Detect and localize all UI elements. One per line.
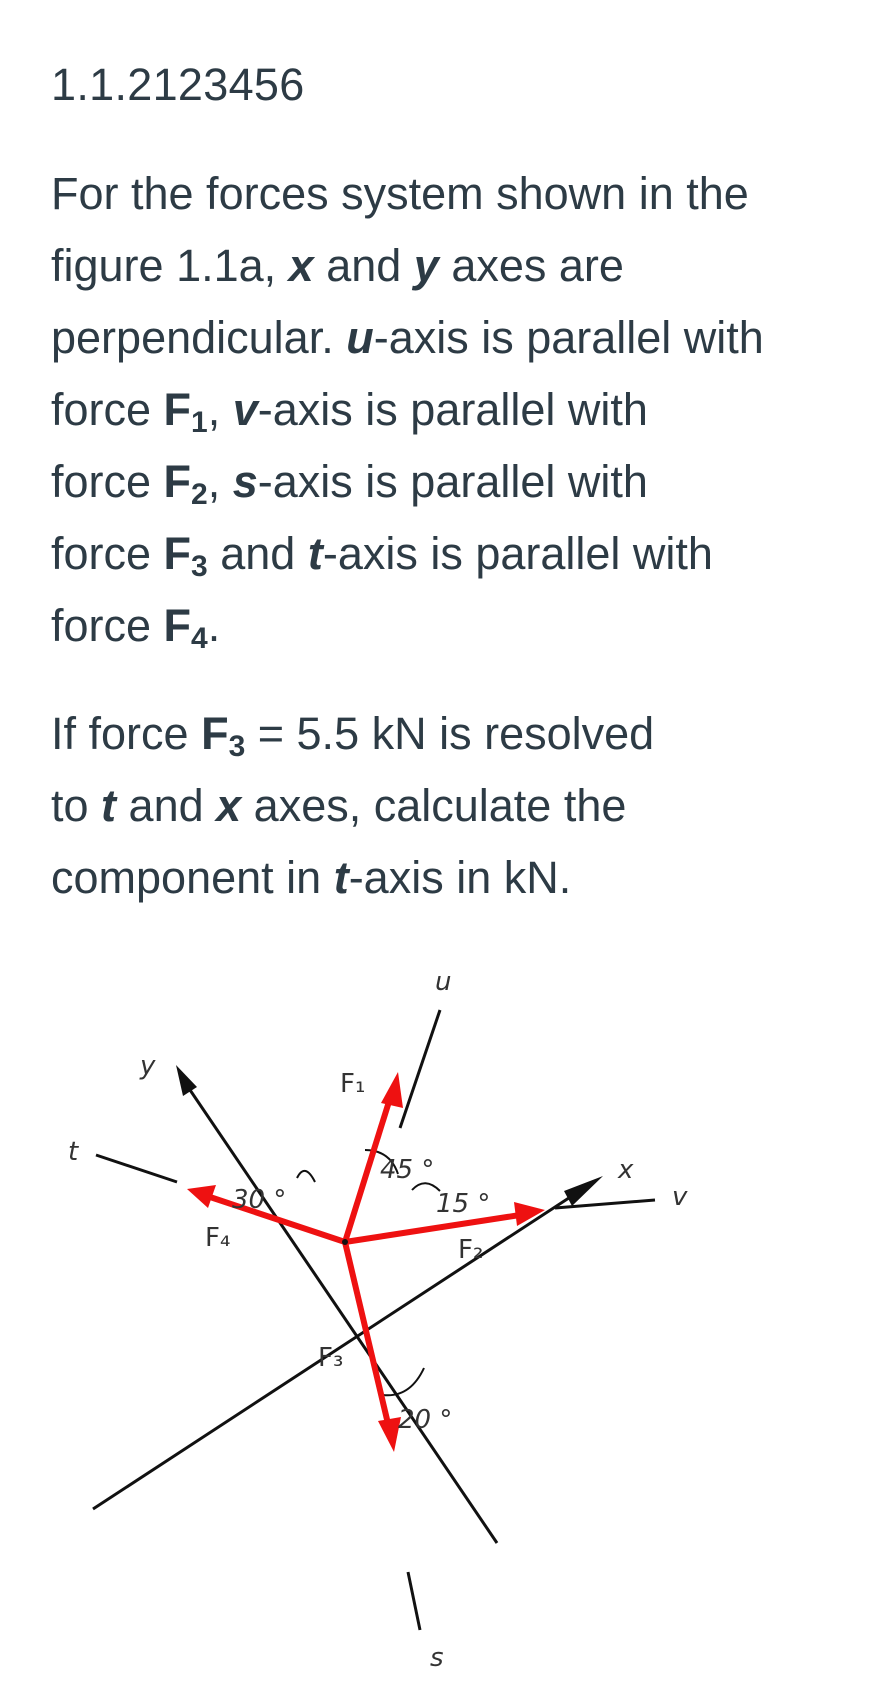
arc-30 [297,1171,315,1182]
axis-y-label: y [140,1051,156,1081]
y-axis-arrowhead [176,1065,197,1096]
text-run: -axis is parallel with [257,384,648,435]
axis-lines [93,1010,655,1630]
axis-t-symbol: t [101,780,117,831]
force-subscript: 3 [191,550,208,583]
text-run: force [51,600,164,651]
axis-x-symbol: x [216,780,242,831]
origin-point [342,1239,348,1245]
u-axis-line [400,1010,440,1128]
statement-line-6 [51,518,871,590]
text-run: and [207,528,308,579]
force-subscript: 4 [191,622,208,655]
question-prompt [51,698,871,914]
text-run: and [313,240,414,291]
statement-line-4 [51,374,871,446]
text-run: force [51,384,164,435]
force-arrows [187,1072,545,1452]
text-run: , [207,456,233,507]
text-run: -axis in kN. [348,852,572,903]
t-axis-line [96,1155,177,1182]
text-run: figure 1.1a, [51,240,289,291]
text-run: force [51,456,164,507]
question-number: 1.1.2123456 [51,59,305,110]
force-f3-shaft [345,1242,389,1428]
axis-v-label: v [672,1182,688,1212]
statement-line-2 [51,230,871,302]
axis-s-label: s [430,1643,444,1673]
force-subscript: 1 [191,406,208,439]
force-symbol: F [163,600,192,651]
angle-30-label: 30 ° [232,1185,287,1215]
statement-line-1 [51,158,871,230]
y-axis-line [188,1087,497,1543]
text-run: to [51,780,102,831]
force-symbol: F [163,384,192,435]
force-f2-shaft [345,1215,520,1242]
force-diagram-figure [0,950,893,1706]
text-run: -axis is parallel with [322,528,713,579]
text-run: . [207,600,221,651]
text-run: , [207,384,233,435]
angle-20-label: 20 ° [398,1405,453,1435]
text-run: component in [51,852,334,903]
force-f4-label: F₄ [205,1223,231,1253]
angle-15-label: 15 ° [436,1189,491,1219]
axis-t-symbol: t [333,852,349,903]
force-symbol: F [163,456,192,507]
prompt-line-1 [51,698,871,770]
axis-s-symbol: s [232,456,258,507]
force-subscript: 2 [191,478,208,511]
prompt-line-3 [51,842,871,914]
axis-t-symbol: t [307,528,323,579]
text-run: = 5.5 kN is resolved [245,708,655,759]
force-f1-label: F₁ [340,1069,366,1099]
axis-t-label: t [68,1137,79,1167]
text-run: -axis is parallel with [373,312,764,363]
text-run: For the forces system shown in the [51,168,749,219]
s-axis-line [408,1572,420,1630]
text-run: perpendicular. [51,312,347,363]
force-f4-arrowhead [187,1185,216,1208]
force-f3-label: F₃ [318,1343,344,1373]
axis-v-symbol: v [232,384,258,435]
axis-y-symbol: y [413,240,439,291]
statement-line-5 [51,446,871,518]
axis-u-label: u [435,967,452,997]
statement-line-7 [51,590,871,662]
x-axis-arrowhead [564,1176,603,1206]
text-run: axes, calculate the [241,780,627,831]
text-run: and [116,780,217,831]
statement-line-3 [51,302,871,374]
force-symbol: F [201,708,229,759]
text-run: If force [51,708,202,759]
text-run: -axis is parallel with [257,456,648,507]
axis-x-symbol: x [288,240,314,291]
force-subscript: 3 [228,730,246,763]
axis-x-label: x [618,1155,634,1185]
text-run: force [51,528,164,579]
text-run: axes are [438,240,624,291]
angle-45-label: 45 ° [380,1155,435,1185]
force-symbol: F [163,528,192,579]
axis-u-symbol: u [346,312,374,363]
force-f2-label: F₂ [458,1235,484,1265]
force-f1-arrowhead [381,1072,403,1108]
problem-statement [51,158,871,662]
prompt-line-2 [51,770,871,842]
force-diagram [0,950,893,1706]
